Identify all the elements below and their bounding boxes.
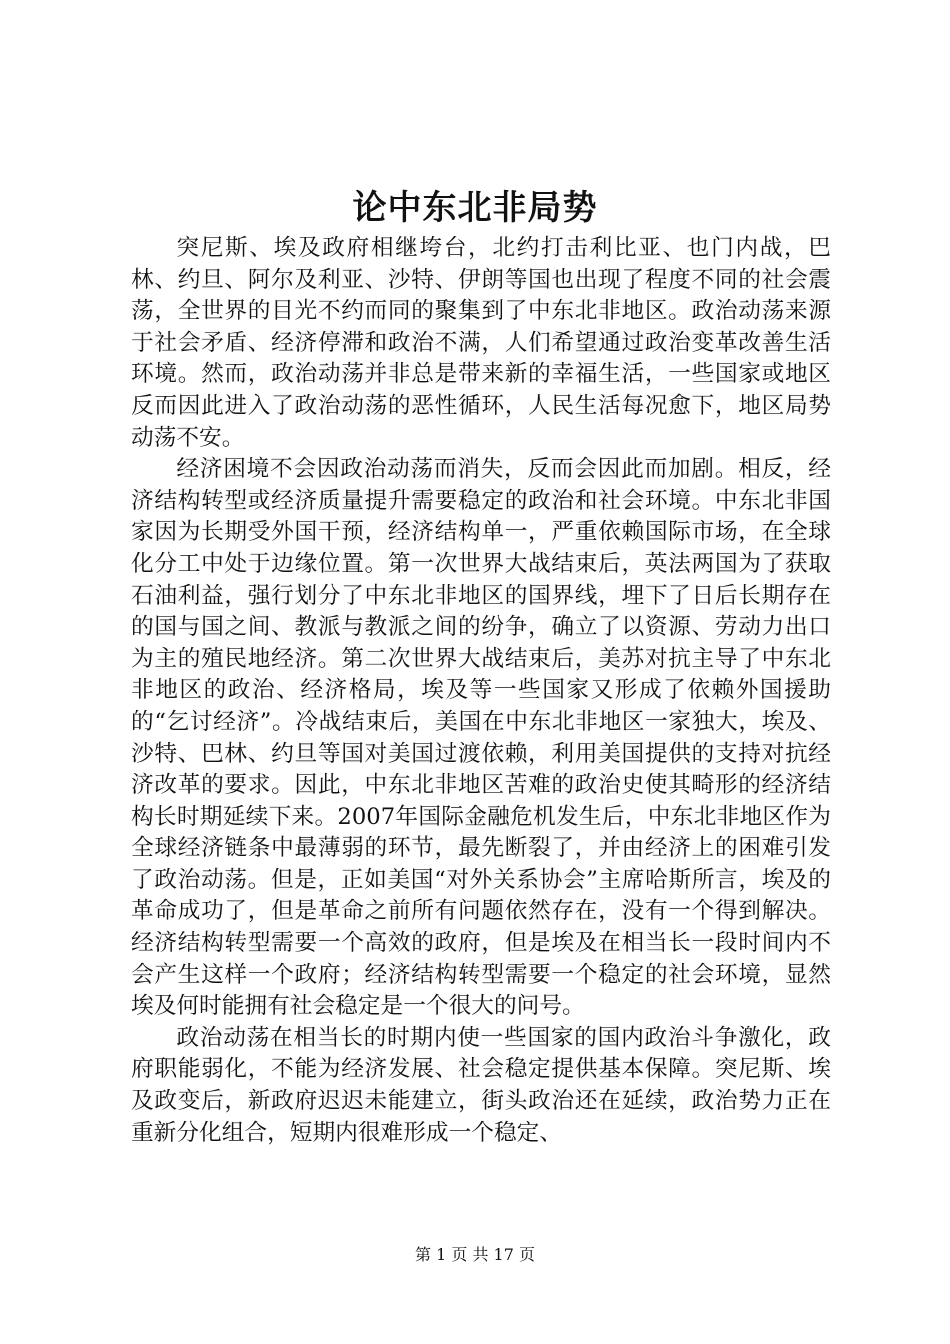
page-footer: 第 1 页 共 17 页	[415, 1245, 535, 1264]
document-body	[131, 233, 831, 1149]
paragraph-1: 突尼斯、埃及政府相继垮台，北约打击利比亚、也门内战，巴林、约旦、阿尔及利亚、沙特、伊朗等国也出现了程度不同的社会震荡，全世界的目光不约而同的聚集到了中东北非地区。政治动荡来源于社会矛盾、经济停滞和政治不满，人们希望通过政治变革改善生活环境。然而，政治动荡并非总是带来新的幸福生活，一些国家或地区反而因此进入了政治动荡的恶性循环，人民生活每况愈下，地区局势动荡不安。	[131, 235, 831, 451]
paragraph-2: 经济困境不会因政治动荡而消失，反而会因此而加剧。相反，经济结构转型或经济质量提升需要稳定的政治和社会环境。中东北非国家因为长期受外国干预，经济结构单一，严重依赖国际市场，在全球化分工中处于边缘位置。第一次世界大战结束后，英法两国为了获取石油利益，强行划分了中东北非地区的国界线，埋下了日后长期存在的国与国之间、教派与教派之间的纷争，确立了以资源、劳动力出口为主的殖民地经济。第二次世界大战结束后，美苏对抗主导了中东北非地区的政治、经济格局，埃及等一些国家又形成了依赖外国援助的“乞讨经济”。冷战结束后，美国在中东北非地区一家独大，埃及、沙特、巴林、约旦等国对美国过渡依赖，利用美国提供的支持对抗经济改革的要求。因此，中东北非地区苦难的政治史使其畸形的经济结构长时期延续下来。2007年国际金融危机发生后，中东北非地区作为全球经济链条中最薄弱的环节，最先断裂了，并由经济上的困难引发了政治动荡。但是，正如美国“对外关系协会”主席哈斯所言，埃及的革命成功了，但是革命之前所有问题依然存在，没有一个得到解决。经济结构转型需要一个高效的政府，但是埃及在相当长一段时间内不会产生这样一个政府；经济结构转型需要一个稳定的社会环境，显然埃及何时能拥有社会稳定是一个很大的问号。	[131, 456, 831, 1020]
paragraph-3: 政治动荡在相当长的时期内使一些国家的国内政治斗争激化，政府职能弱化，不能为经济发展、社会稳定提供基本保障。突尼斯、埃及政变后，新政府迟迟未能建立，街头政治还在延续，政治势力正在重新分化组合，短期内很难形成一个稳定、	[131, 1024, 831, 1146]
document-title: 论中东北非局势	[352, 188, 598, 228]
